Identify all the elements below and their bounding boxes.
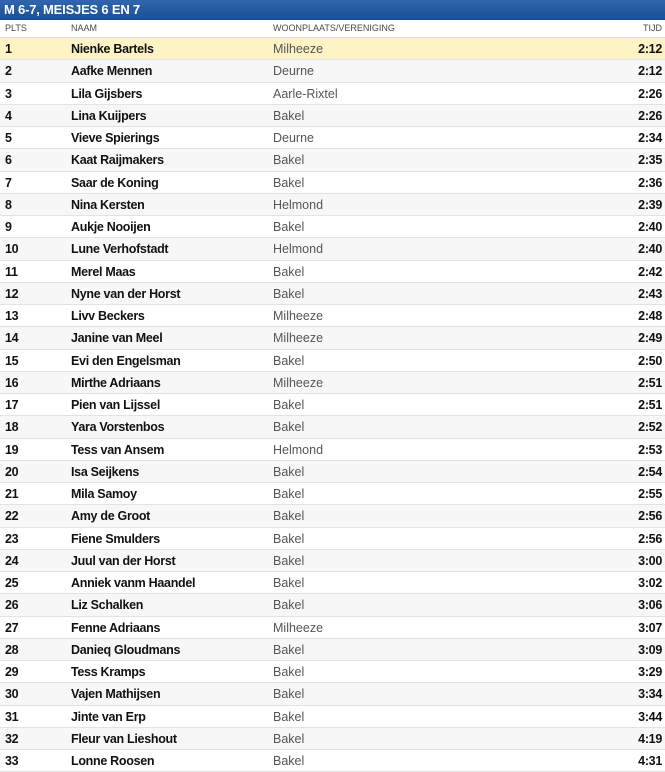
table-row (0, 305, 665, 327)
table-row (0, 394, 665, 416)
row-time: 2:12 (638, 64, 662, 79)
row-time: 2:34 (638, 131, 662, 145)
row-name: Mila Samoy (71, 487, 137, 501)
row-time: 3:44 (638, 709, 662, 724)
row-club: Bakel (273, 665, 305, 679)
row-club: Deurne (273, 64, 314, 79)
table-row (0, 261, 665, 283)
row-name: Fiene Smulders (71, 531, 160, 546)
row-place: 17 (5, 398, 19, 412)
table-row (0, 594, 665, 616)
row-time: 3:29 (638, 665, 662, 679)
row-place: 27 (5, 620, 19, 635)
row-club: Bakel (273, 464, 305, 479)
row-place: 26 (5, 598, 19, 613)
row-name: Lune Verhofstadt (71, 242, 169, 257)
row-time: 4:19 (638, 731, 662, 746)
row-club: Milheeze (273, 42, 324, 56)
row-club: Bakel (273, 754, 305, 768)
row-club: Bakel (273, 264, 305, 279)
row-time: 2:51 (638, 375, 662, 390)
row-name: Juul van der Horst (71, 553, 176, 568)
row-place: 23 (5, 531, 19, 546)
row-name: Saar de Koning (71, 175, 159, 190)
row-name: Fleur van Lieshout (71, 731, 177, 746)
row-time: 2:35 (638, 153, 662, 168)
row-place: 19 (5, 442, 19, 457)
row-time: 4:31 (638, 754, 662, 768)
table-row (0, 550, 665, 572)
row-club: Helmond (273, 242, 324, 257)
row-place: 21 (5, 487, 19, 501)
row-club: Bakel (273, 175, 305, 190)
row-place: 1 (5, 42, 12, 56)
row-time: 2:43 (638, 286, 662, 301)
table-row (0, 416, 665, 438)
row-club: Helmond (273, 442, 324, 457)
row-place: 5 (5, 131, 12, 145)
row-time: 2:26 (638, 108, 662, 123)
row-name: Aafke Mennen (71, 64, 153, 79)
row-name: Kaat Raijmakers (71, 153, 164, 168)
row-name: Merel Maas (71, 264, 136, 279)
table-row (0, 38, 665, 60)
row-club: Bakel (273, 709, 305, 724)
row-name: Lonne Roosen (71, 754, 155, 768)
row-name: Evi den Engelsman (71, 353, 181, 368)
table-row (0, 216, 665, 238)
row-time: 2:50 (638, 353, 662, 368)
table-header (0, 20, 665, 38)
table-row (0, 706, 665, 728)
row-club: Bakel (273, 420, 305, 435)
row-place: 33 (5, 754, 19, 768)
row-club: Bakel (273, 642, 305, 657)
table-row (0, 617, 665, 639)
row-name: Mirthe Adriaans (71, 375, 161, 390)
row-club: Bakel (273, 286, 305, 301)
table-row (0, 528, 665, 550)
row-time: 2:40 (638, 220, 662, 234)
row-name: Nina Kersten (71, 197, 145, 212)
row-place: 7 (5, 175, 12, 190)
table-row (0, 439, 665, 461)
row-place: 9 (5, 220, 12, 234)
row-time: 2:39 (638, 197, 662, 212)
row-time: 2:55 (638, 487, 662, 501)
table-row (0, 683, 665, 705)
row-club: Bakel (273, 731, 305, 746)
row-place: 3 (5, 86, 12, 101)
row-time: 2:56 (638, 509, 662, 524)
row-place: 16 (5, 375, 19, 390)
table-row (0, 83, 665, 105)
table-row (0, 194, 665, 216)
row-place: 28 (5, 642, 19, 657)
row-place: 6 (5, 153, 12, 168)
row-place: 4 (5, 108, 12, 123)
row-name: Liz Schalken (71, 598, 144, 613)
row-name: Lina Kuijpers (71, 108, 147, 123)
table-row (0, 750, 665, 772)
table-row (0, 661, 665, 683)
row-name: Tess van Ansem (71, 442, 165, 457)
table-row (0, 350, 665, 372)
row-place: 32 (5, 731, 19, 746)
table-row (0, 505, 665, 527)
row-time: 2:12 (638, 42, 662, 56)
table-row (0, 283, 665, 305)
row-name: Tess Kramps (71, 665, 146, 679)
table-row (0, 483, 665, 505)
row-time: 2:49 (638, 331, 662, 346)
header-name: NAAM (71, 23, 98, 33)
row-club: Bakel (273, 576, 305, 590)
header-club: WOONPLAATS/VERENIGING (273, 23, 395, 33)
row-place: 2 (5, 64, 12, 79)
row-place: 30 (5, 687, 19, 702)
row-club: Bakel (273, 108, 305, 123)
row-club: Bakel (273, 487, 305, 501)
table-row (0, 60, 665, 82)
row-place: 29 (5, 665, 19, 679)
table-row (0, 572, 665, 594)
row-club: Deurne (273, 131, 314, 145)
row-place: 31 (5, 709, 19, 724)
row-club: Milheeze (273, 375, 324, 390)
row-name: Anniek vanm Haandel (71, 576, 196, 590)
header-time: TIJD (643, 23, 662, 33)
row-time: 3:06 (638, 598, 662, 613)
row-place: 11 (5, 264, 18, 279)
row-name: Pien van Lijssel (71, 398, 160, 412)
row-time: 2:42 (638, 264, 662, 279)
category-title: M 6-7, MEISJES 6 EN 7 (0, 0, 665, 20)
row-place: 13 (5, 309, 19, 323)
header-place: PLTS (5, 23, 27, 33)
table-row (0, 728, 665, 750)
row-time: 2:36 (638, 175, 662, 190)
table-row (0, 105, 665, 127)
row-club: Milheeze (273, 309, 324, 323)
row-club: Bakel (273, 353, 305, 368)
row-time: 3:09 (638, 642, 662, 657)
row-name: Vajen Mathijsen (71, 687, 161, 702)
row-time: 3:07 (638, 620, 662, 635)
table-row (0, 127, 665, 149)
row-time: 3:34 (638, 687, 662, 702)
table-row (0, 639, 665, 661)
row-time: 2:52 (638, 420, 662, 435)
row-club: Milheeze (273, 620, 324, 635)
row-place: 20 (5, 464, 19, 479)
row-place: 10 (5, 242, 19, 257)
row-place: 18 (5, 420, 19, 435)
row-place: 15 (5, 353, 19, 368)
row-name: Amy de Groot (71, 509, 151, 524)
row-club: Milheeze (273, 331, 324, 346)
row-club: Bakel (273, 153, 305, 168)
row-place: 24 (5, 553, 19, 568)
row-name: Livv Beckers (71, 309, 145, 323)
row-time: 2:26 (638, 86, 662, 101)
table-row (0, 372, 665, 394)
row-time: 2:51 (638, 398, 662, 412)
row-club: Bakel (273, 220, 305, 234)
table-row (0, 238, 665, 260)
table-row (0, 327, 665, 349)
table-row (0, 172, 665, 194)
row-time: 2:54 (638, 464, 662, 479)
row-name: Jinte van Erp (71, 709, 146, 724)
row-name: Danieq Gloudmans (71, 642, 181, 657)
row-place: 22 (5, 509, 19, 524)
row-place: 14 (5, 331, 19, 346)
row-time: 3:02 (638, 576, 662, 590)
table-body (0, 38, 665, 772)
row-club: Bakel (273, 687, 305, 702)
row-club: Bakel (273, 598, 305, 613)
row-club: Helmond (273, 197, 324, 212)
row-time: 2:56 (638, 531, 662, 546)
row-name: Nienke Bartels (71, 42, 154, 56)
row-time: 2:48 (638, 309, 662, 323)
row-club: Bakel (273, 398, 305, 412)
row-club: Aarle-Rixtel (273, 86, 338, 101)
row-time: 2:53 (638, 442, 662, 457)
table-row (0, 149, 665, 171)
row-place: 25 (5, 576, 19, 590)
row-name: Fenne Adriaans (71, 620, 161, 635)
row-name: Nyne van der Horst (71, 286, 181, 301)
row-place: 8 (5, 197, 12, 212)
row-time: 3:00 (638, 553, 662, 568)
row-name: Lila Gijsbers (71, 86, 143, 101)
row-name: Isa Seijkens (71, 464, 139, 479)
row-place: 12 (5, 286, 19, 301)
row-name: Janine van Meel (71, 331, 163, 346)
row-time: 2:40 (638, 242, 662, 257)
row-name: Aukje Nooijen (71, 220, 151, 234)
row-club: Bakel (273, 509, 305, 524)
row-club: Bakel (273, 553, 305, 568)
row-name: Yara Vorstenbos (71, 420, 165, 435)
row-name: Vieve Spierings (71, 131, 160, 145)
row-club: Bakel (273, 531, 305, 546)
table-row (0, 461, 665, 483)
